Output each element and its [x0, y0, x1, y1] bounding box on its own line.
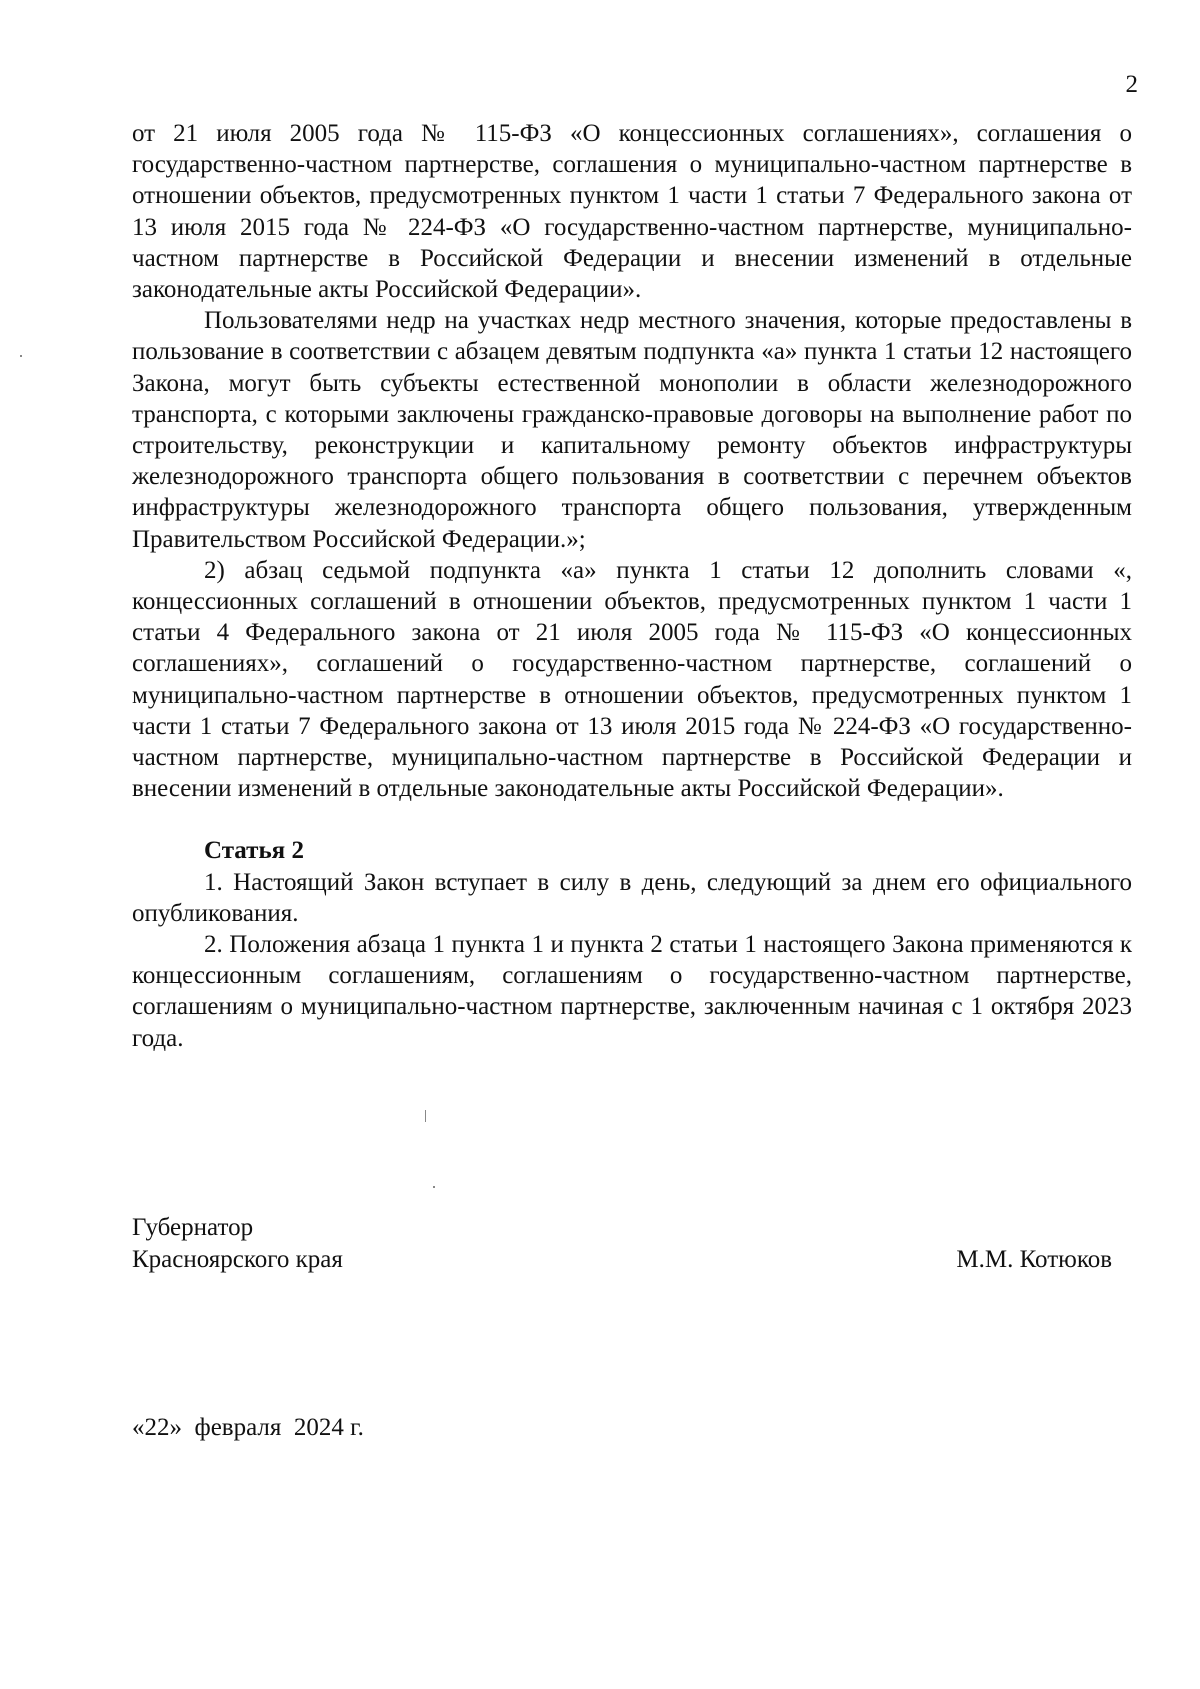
article-item-1: 1. Настоящий Закон вступает в силу в день, следующий за днем его официального опубликования. — [132, 868, 1132, 927]
scan-speck — [433, 1186, 435, 1188]
paragraph-continuation: от 21 июля 2005 года № 115-ФЗ «О концессионных соглашениях», соглашения о государственно-частном партнерстве, соглашения о муниципально-частном партнерстве в отношении объектов, предусмотренных пунктом 1 части 1 статьи 7 Федерального закона от 13 июля 2015 года № 224-ФЗ «О государственно-частном партнерстве, муниципально-частном партнерстве в Российской Федерации и внесении изменений в отдельные законодательные акты Российской Федерации». — [132, 120, 1132, 304]
paragraph-amendment-2: 2) абзац седьмой подпункта «а» пункта 1 статьи 12 дополнить словами «, концессионных соглашений в отношении объектов, предусмотренных пунктом 1 части 1 статьи 4 Федерального закона от 21 июля 2005 года № 115-ФЗ «О концессионных соглашениях», соглашений о государственно-частном партнерстве, соглашений о муниципально-частном партнерстве в отношении объектов, предусмотренных пунктом 1 части 1 статьи 7 Федерального закона от 13 июля 2015 года № 224-ФЗ «О государственно-частном партнерстве, муниципально-частном партнерстве в Российской Федерации и внесении изменений в отдельные законодательные акты Российской Федерации». — [132, 556, 1132, 803]
scan-speck — [20, 355, 22, 357]
article-heading: Статья 2 — [204, 837, 304, 865]
document-body — [132, 118, 1132, 1054]
signatory-name: М.М. Котюков — [956, 1246, 1112, 1273]
article-item-2: 2. Положения абзаца 1 пункта 1 и пункта 2 статьи 1 настоящего Закона применяются к концессионным соглашениям, соглашениям о государственно-частном партнерстве, соглашениям о муниципально-частном партнерстве, заключенным начиная с 1 октября 2023 года. — [132, 931, 1132, 1052]
signatory-title-line2: Красноярского края — [132, 1246, 343, 1273]
paragraph-subsoil-users: Пользователями недр на участках недр местного значения, которые предоставлены в пользование в соответствии с абзацем девятым подпункта «а» пункта 1 статьи 12 настоящего Закона, могут быть субъекты естественной монополии в области железнодорожного транспорта, с которыми заключены гражданско-правовые договоры на выполнение работ по строительству, реконструкции и капитальному ремонту объектов инфраструктуры железнодорожного транспорта общего пользования в соответствии с перечнем объектов инфраструктуры железнодорожного транспорта общего пользования, утвержденным Правительством Российской Федерации.»; — [132, 307, 1132, 553]
signatory-title-line1: Губернатор — [132, 1214, 254, 1241]
signature-block — [132, 1212, 1112, 1276]
document-date: «22» февраля 2024 г. — [132, 1414, 364, 1441]
scan-speck — [425, 1110, 426, 1122]
page-number: 2 — [1125, 71, 1138, 98]
